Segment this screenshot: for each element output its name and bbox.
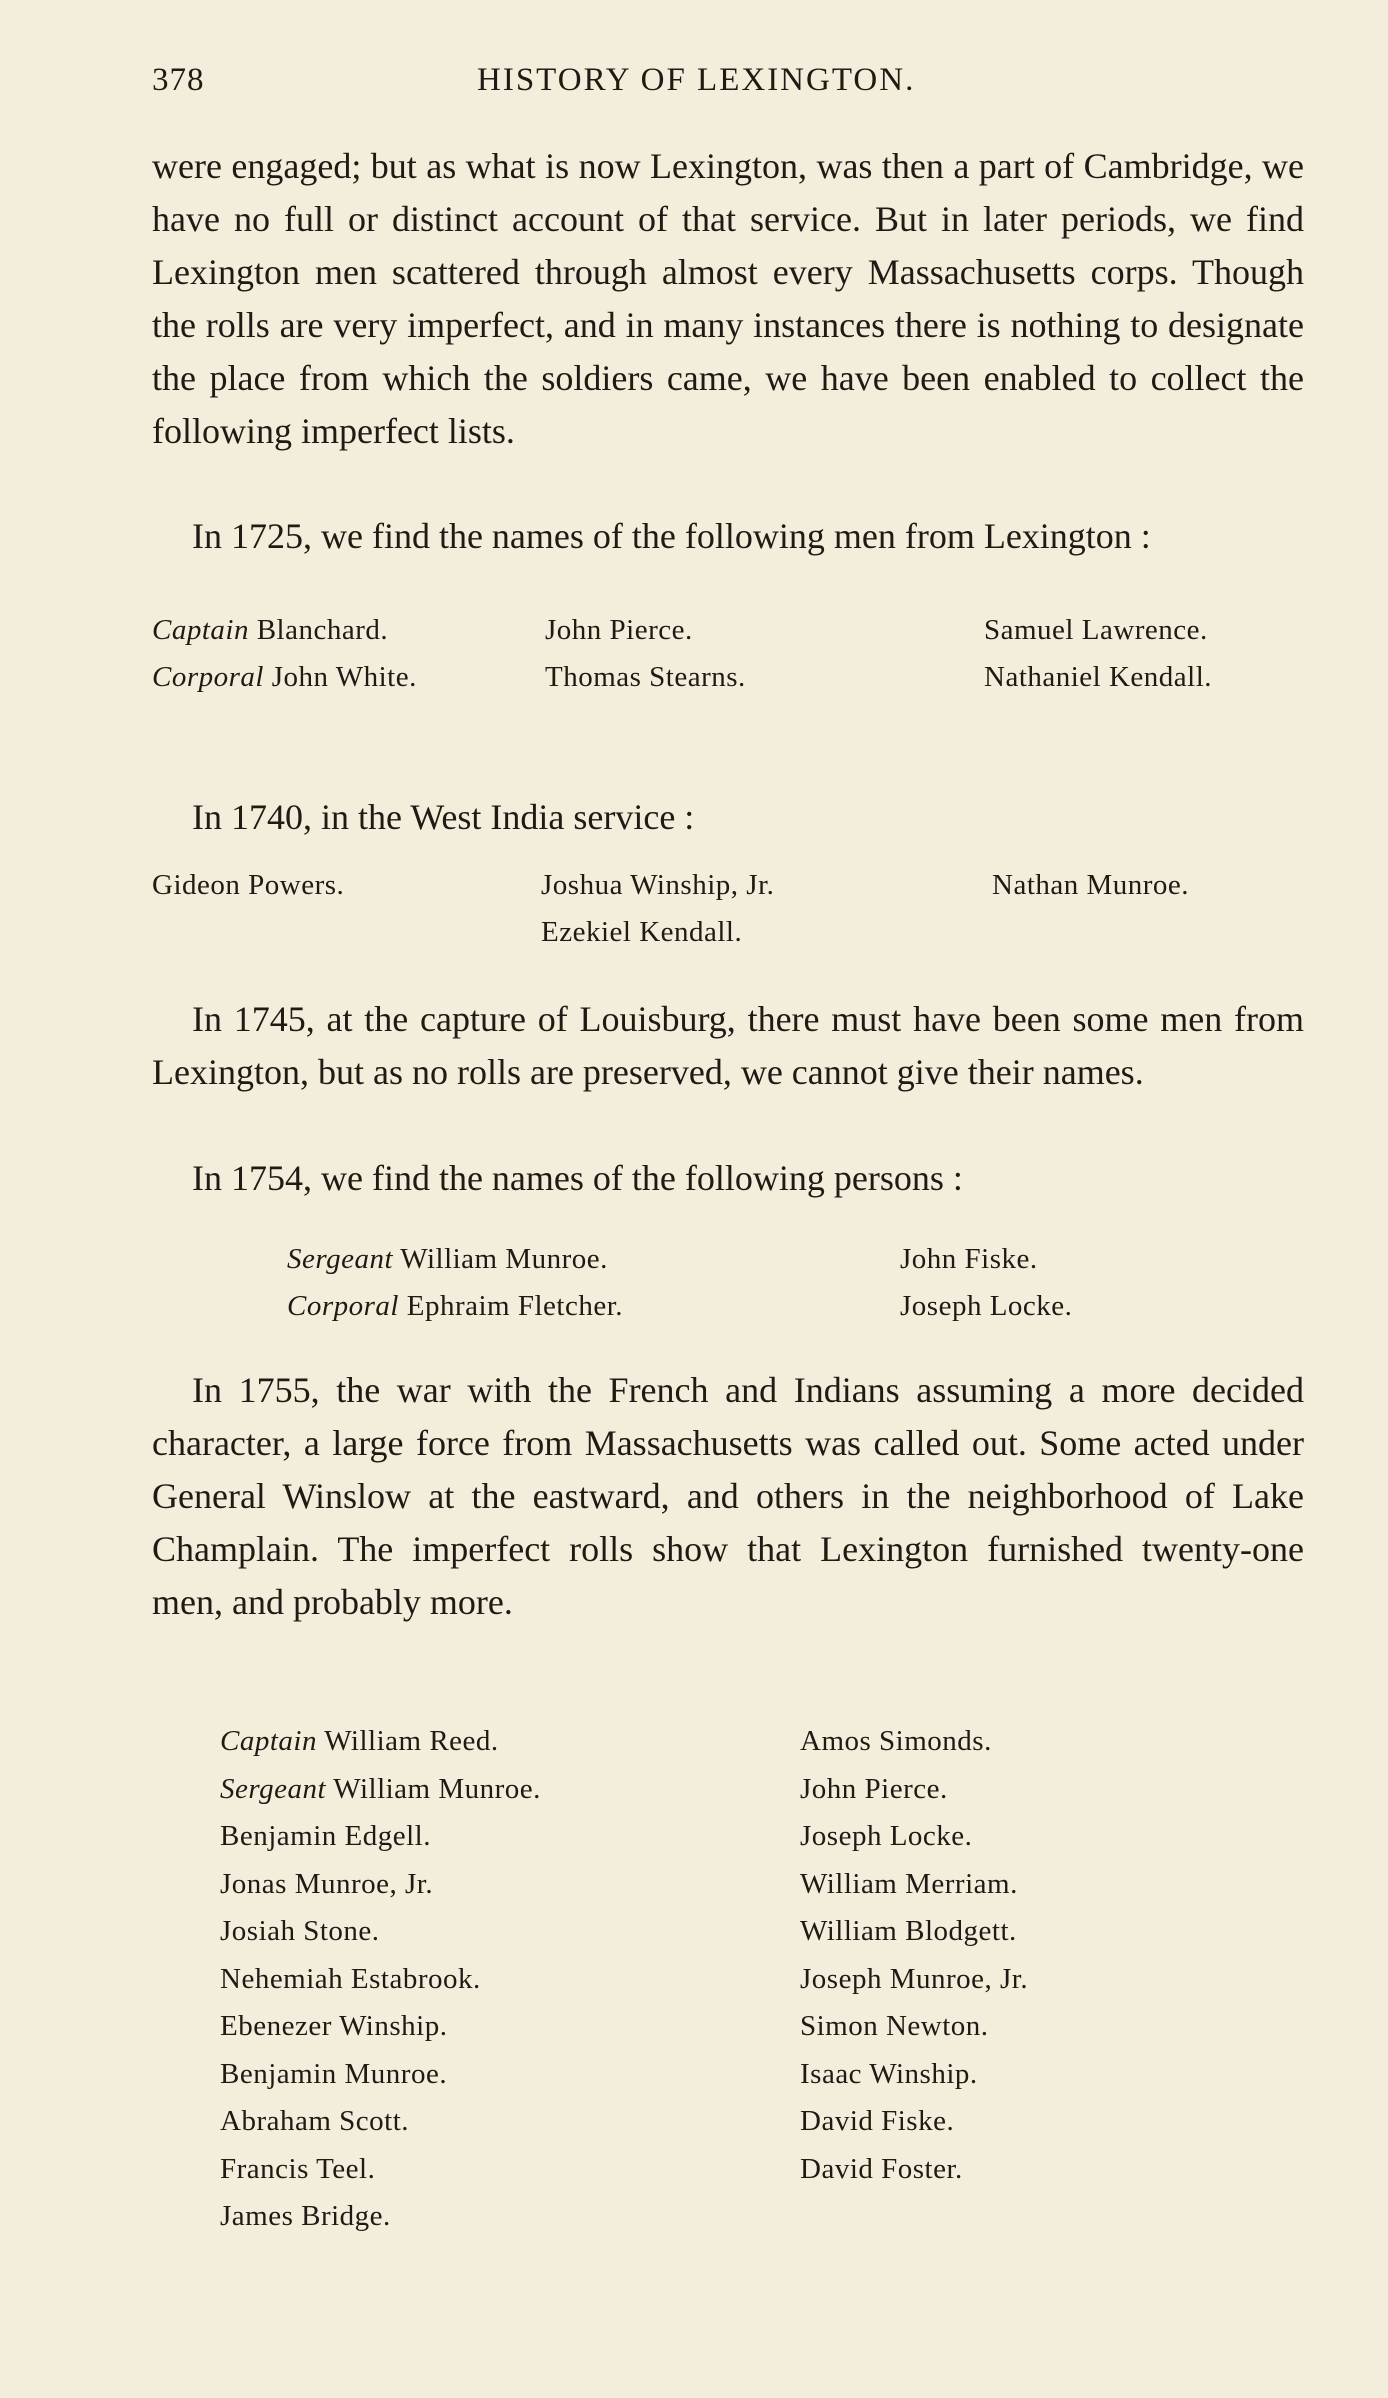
rank-label: Captain xyxy=(220,1725,317,1757)
rank-label: Captain xyxy=(152,614,249,646)
roll-entry xyxy=(220,2146,375,2193)
paragraph-1725: In 1725, we find the names of the following men from Lexington : xyxy=(192,516,1151,556)
roll-entry: Samuel Lawrence. xyxy=(984,614,1208,646)
paragraph-1745: In 1745, at the capture of Louisburg, there must have been some men from Lexington, but as no rolls are preserved, we cannot give their names. xyxy=(152,999,1304,1092)
roll-entry: Isaac Winship. xyxy=(800,2057,978,2090)
person-name: Francis Teel. xyxy=(220,2152,376,2185)
paragraph-1754: In 1754, we find the names of the following persons : xyxy=(192,1158,963,1198)
roll-entry xyxy=(220,2003,447,2050)
roll-entry xyxy=(220,1861,433,1908)
person-name: Ebenezer Winship. xyxy=(220,2010,448,2042)
roll-entry xyxy=(152,607,388,654)
roll-entry: Thomas Stearns. xyxy=(545,661,746,693)
roll-entry xyxy=(220,1956,481,2003)
running-title: HISTORY OF LEXINGTON. xyxy=(477,62,916,98)
rank-label: Sergeant xyxy=(220,1772,327,1805)
person-name: Abraham Scott. xyxy=(220,2105,410,2137)
rank-label: Sergeant xyxy=(287,1243,394,1275)
roll-entry: Joseph Locke. xyxy=(900,1290,1073,1322)
rank-label: Corporal xyxy=(152,661,264,693)
roll-entry: William Blodgett. xyxy=(800,1915,1017,1947)
person-name: Blanchard. xyxy=(248,614,389,646)
roll-entry: Joseph Munroe, Jr. xyxy=(800,1962,1029,1995)
paragraph-1755: In 1755, the war with the French and Indians assuming a more decided character, a large force from Massachusetts was called out. Some acted under General Winslow at the eastward, and others in the neighborhood of Lake Champlain. The imperfect rolls show that Lexington furnished twenty-one men, and probably more. xyxy=(152,1370,1304,1622)
roll-entry xyxy=(220,1908,380,1955)
person-name: William Reed. xyxy=(316,1725,499,1757)
person-name: Benjamin Edgell. xyxy=(220,1820,431,1852)
person-name: James Bridge. xyxy=(220,2200,391,2232)
roll-entry: Joshua Winship, Jr. xyxy=(541,869,775,901)
roll-entry: Gideon Powers. xyxy=(152,869,345,901)
roll-1754 xyxy=(287,1236,1287,1336)
roll-entry xyxy=(220,2098,409,2145)
roll-entry: William Merriam. xyxy=(800,1867,1018,1900)
person-name: Josiah Stone. xyxy=(220,1915,380,1947)
roll-entry xyxy=(152,654,417,701)
roll-entry: Nathan Munroe. xyxy=(992,869,1190,901)
roll-entry xyxy=(220,1718,499,1765)
roll-1725 xyxy=(152,607,1302,707)
person-name: William Munroe. xyxy=(393,1243,608,1275)
person-name: Ephraim Fletcher. xyxy=(398,1290,624,1322)
roll-entry: John Pierce. xyxy=(545,614,693,646)
person-name: Jonas Munroe, Jr. xyxy=(220,1867,434,1900)
roll-entry xyxy=(220,1813,431,1860)
person-name: Nehemiah Estabrook. xyxy=(220,1962,481,1995)
person-name: Benjamin Munroe. xyxy=(220,2057,448,2090)
person-name: William Munroe. xyxy=(326,1772,541,1805)
roll-entry: Simon Newton. xyxy=(800,2010,989,2042)
roll-entry: John Fiske. xyxy=(900,1243,1038,1275)
person-name: John White. xyxy=(263,661,417,693)
roll-entry: David Foster. xyxy=(800,2152,963,2185)
roll-entry xyxy=(220,2193,391,2240)
paragraph-continuation: were engaged; but as what is now Lexington, was then a part of Cambridge, we have no full or distinct account of that service. But in later periods, we find Lexington men scattered through almost every Massachusetts corps. Though the rolls are very imperfect, and in many instances there is nothing to designate the place from which the soldiers came, we have been enabled to collect the following imperfect lists. xyxy=(152,146,1304,451)
roll-entry xyxy=(220,2051,447,2098)
paragraph-1740: In 1740, in the West India service : xyxy=(192,797,695,837)
roll-entry: Ezekiel Kendall. xyxy=(541,916,743,948)
page-number: 378 xyxy=(152,62,205,98)
roll-1755 xyxy=(220,1718,1220,2278)
roll-entry: Nathaniel Kendall. xyxy=(984,661,1213,693)
roll-entry xyxy=(287,1236,608,1283)
roll-entry: Joseph Locke. xyxy=(800,1820,973,1852)
roll-entry xyxy=(287,1283,623,1330)
roll-entry xyxy=(220,1766,541,1813)
roll-entry: Amos Simonds. xyxy=(800,1725,992,1757)
roll-entry: John Pierce. xyxy=(800,1772,948,1805)
roll-1740 xyxy=(152,862,1302,962)
running-header xyxy=(152,62,1302,112)
roll-entry: David Fiske. xyxy=(800,2105,955,2137)
rank-label: Corporal xyxy=(287,1290,399,1322)
